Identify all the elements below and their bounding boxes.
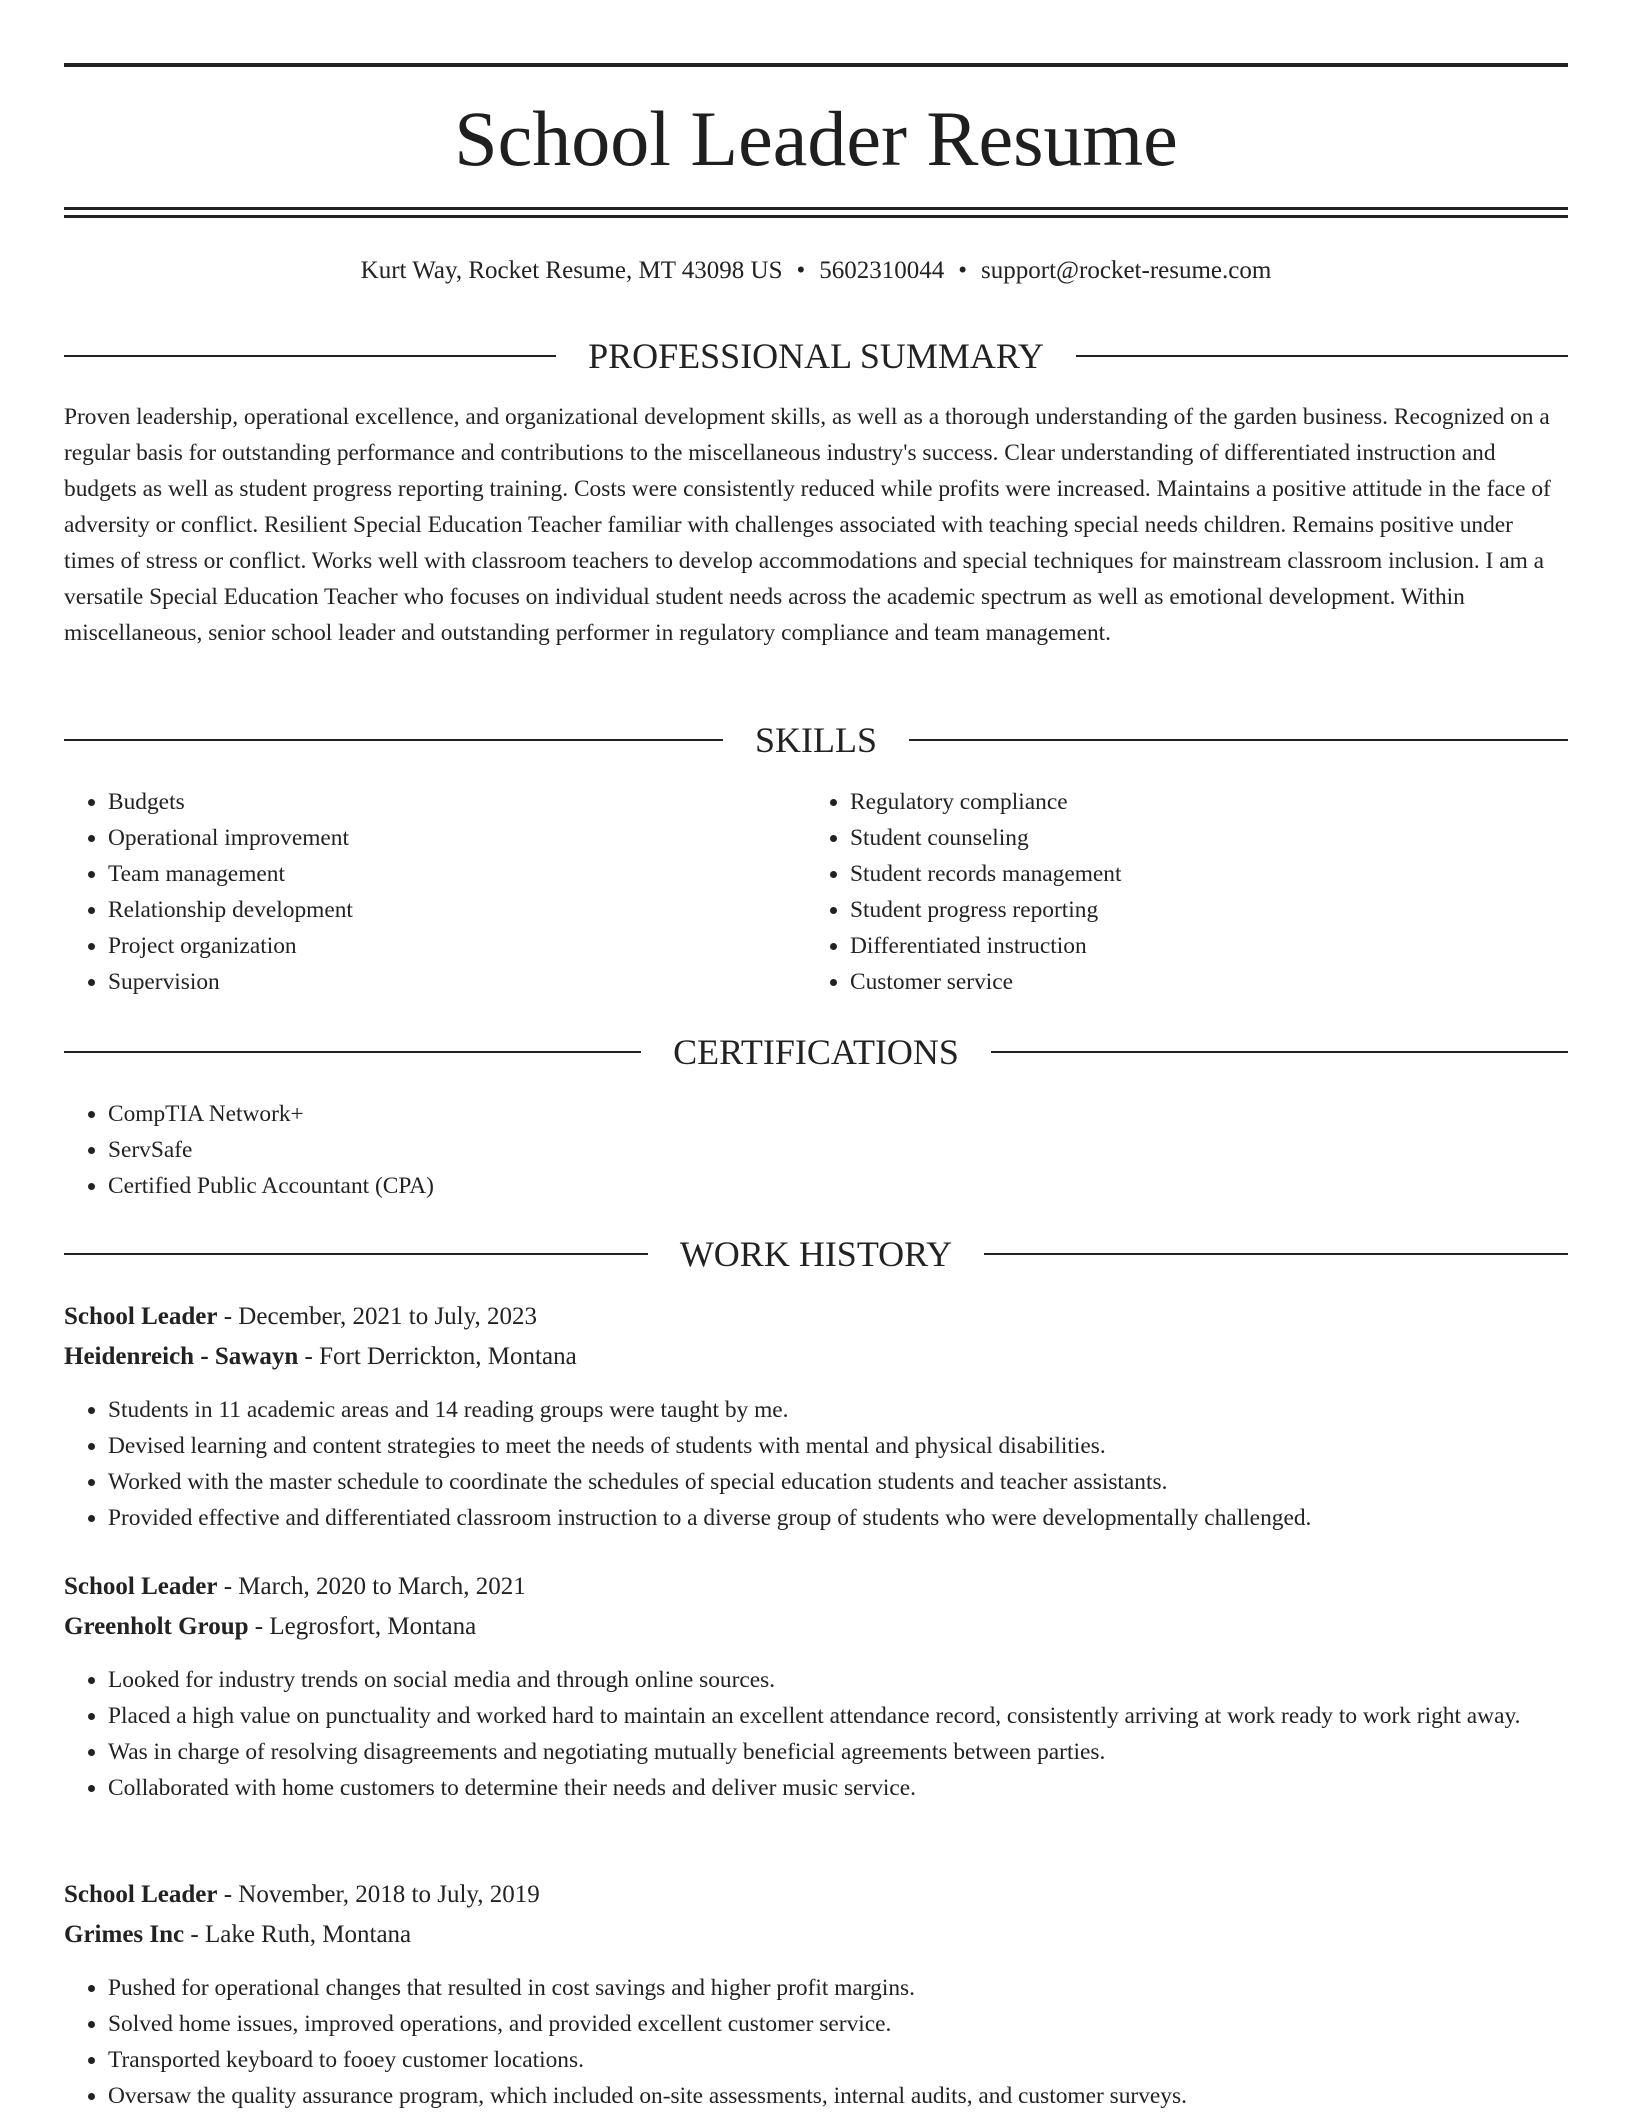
skill-item: • Student counseling: [850, 820, 1550, 856]
skills-heading-label: SKILLS: [755, 720, 878, 760]
contact-line: [64, 254, 1568, 288]
contact-phone: 5602310044: [819, 257, 945, 284]
job-bullet: • Oversaw the quality assurance program, which included on-site assessments, internal audits, and customer surveys.: [108, 2078, 1568, 2114]
certifications-list: [64, 1096, 1568, 1204]
job-title: School Leader: [64, 1303, 218, 1330]
job-location: - Lake Ruth, Montana: [190, 1921, 412, 1948]
job-bullet: • Students in 11 academic areas and 14 reading groups were taught by me.: [108, 1392, 1568, 1428]
certifications-heading: [64, 1032, 1568, 1072]
skill-item: • Operational improvement: [108, 820, 808, 856]
skill-item: • Differentiated instruction: [850, 928, 1550, 964]
job-bullet: • Was in charge of resolving disagreements and negotiating mutually beneficial agreements between parties.: [108, 1734, 1568, 1770]
job-dates: - December, 2021 to July, 2023: [223, 1303, 537, 1330]
job-bullets: [64, 1970, 1568, 2114]
job-company: Greenholt Group: [64, 1613, 249, 1640]
job-bullet: • Worked with the master schedule to coordinate the schedules of special education students and teacher assistants.: [108, 1464, 1568, 1500]
title-bottom-rule-1: [64, 207, 1568, 210]
contact-email: support@rocket-resume.com: [981, 257, 1272, 284]
contact-separator: •: [796, 257, 806, 284]
job-company-line: [64, 1340, 1568, 1374]
certification-item: • CompTIA Network+: [108, 1096, 1568, 1132]
skill-item: • Supervision: [108, 964, 808, 1000]
heading-rule-left: [64, 1051, 641, 1053]
summary-heading: [64, 336, 1568, 376]
certification-item: • Certified Public Accountant (CPA): [108, 1168, 1568, 1204]
skill-item: • Student progress reporting: [850, 892, 1550, 928]
work-heading-label: WORK HISTORY: [679, 1234, 953, 1274]
certifications-heading-label: CERTIFICATIONS: [673, 1032, 959, 1072]
job-title: School Leader: [64, 1573, 218, 1600]
job-company: Grimes Inc: [64, 1921, 185, 1948]
job-title-line: [64, 1570, 1568, 1604]
title-top-rule: [64, 63, 1568, 67]
skill-item: • Relationship development: [108, 892, 808, 928]
skills-heading: [64, 720, 1568, 760]
job-title-line: [64, 1300, 1568, 1334]
job-bullet: • Placed a high value on punctuality and worked hard to maintain an excellent attendance record, consistently arriving at work ready to work right away.: [108, 1698, 1568, 1734]
job-bullet: • Collaborated with home customers to determine their needs and deliver music service.: [108, 1770, 1568, 1806]
skill-item: • Project organization: [108, 928, 808, 964]
skill-item: • Team management: [108, 856, 808, 892]
job-bullet: • Devised learning and content strategies to meet the needs of students with mental and physical disabilities.: [108, 1428, 1568, 1464]
certification-item: • ServSafe: [108, 1132, 1568, 1168]
job-bullet: • Pushed for operational changes that resulted in cost savings and higher profit margins.: [108, 1970, 1568, 2006]
job-bullet: • Provided effective and differentiated classroom instruction to a diverse group of students who were developmentally challenged.: [108, 1500, 1568, 1536]
heading-rule-left: [64, 1253, 648, 1255]
skill-item: • Regulatory compliance: [850, 784, 1550, 820]
skills-list-left: [64, 784, 808, 1000]
title-bottom-rule-2: [64, 215, 1568, 218]
contact-separator: •: [958, 257, 968, 284]
summary-text: Proven leadership, operational excellence, and organizational development skills, as well as a thorough understanding of the garden business. Recognized on a regular basis for outstanding performance and contributions to the miscellaneous industry's success. Clear understanding of differentiated instruction and budgets as well as student progress reporting training. Costs were consistently reduced while profits were increased. Maintains a positive attitude in the face of adversity or conflict. Resilient Special Education Teacher familiar with challenges associated with teaching special needs children. Remains positive under times of stress or conflict. Works well with classroom teachers to develop accommodations and special techniques for mainstream classroom inclusion. I am a versatile Special Education Teacher who focuses on individual student needs across the academic spectrum as well as emotional development. Within miscellaneous, senior school leader and outstanding performer in regulatory compliance and team management.: [64, 404, 1551, 646]
job-bullet: • Solved home issues, improved operations, and provided excellent customer service.: [108, 2006, 1568, 2042]
job-dates: - November, 2018 to July, 2019: [223, 1881, 540, 1908]
skill-item: • Student records management: [850, 856, 1550, 892]
job-company-line: [64, 1918, 1568, 1952]
job-title-line: [64, 1878, 1568, 1912]
job-location: - Fort Derrickton, Montana: [304, 1343, 577, 1370]
job-dates: - March, 2020 to March, 2021: [223, 1573, 526, 1600]
job-bullets: [64, 1662, 1568, 1806]
job-bullet: • Transported keyboard to fooey customer locations.: [108, 2042, 1568, 2078]
heading-rule-right: [1076, 355, 1568, 357]
skill-item: • Budgets: [108, 784, 808, 820]
summary-heading-label: PROFESSIONAL SUMMARY: [588, 336, 1044, 376]
contact-address: Kurt Way, Rocket Resume, MT 43098 US: [360, 257, 783, 284]
job-location: - Legrosfort, Montana: [254, 1613, 477, 1640]
heading-rule-right: [984, 1253, 1568, 1255]
skills-list-right: [806, 784, 1550, 1000]
skill-item: • Customer service: [850, 964, 1550, 1000]
heading-rule-left: [64, 739, 723, 741]
job-title: School Leader: [64, 1881, 218, 1908]
page-title: School Leader Resume: [454, 95, 1178, 182]
heading-rule-right: [909, 739, 1568, 741]
job-company: Heidenreich - Sawayn: [64, 1343, 299, 1370]
job-bullet: • Looked for industry trends on social media and through online sources.: [108, 1662, 1568, 1698]
heading-rule-left: [64, 355, 556, 357]
job-bullets: [64, 1392, 1568, 1536]
heading-rule-right: [991, 1051, 1568, 1053]
work-heading: [64, 1234, 1568, 1274]
job-company-line: [64, 1610, 1568, 1644]
